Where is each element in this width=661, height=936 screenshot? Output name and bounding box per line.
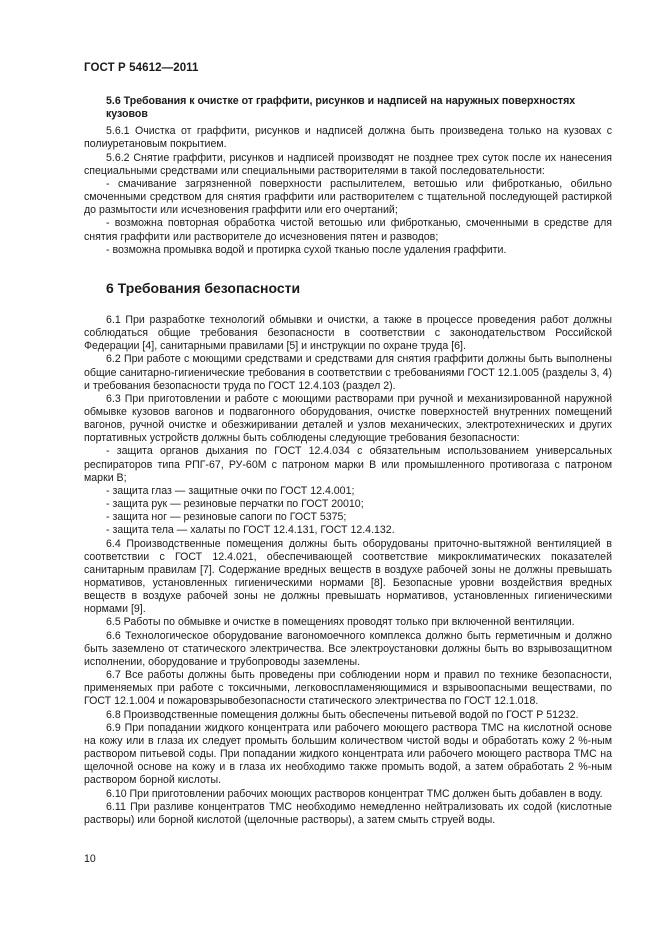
paragraph-6-4: 6.4 Производственные помещения должны быть оборудованы приточно-вытяжной вентиляцией в соответствии с ГОСТ 12.4.021, обеспечивающей соответствие микроклиматических показателей санитарным правилам [7]. Содержание вредных веществ в воздухе рабочей зоны не должны превышать нормативов, установленных гигиеническими нормами [8]. Безопасные уровни воздействия вредных веществ в воздухе рабочей зоны не должны превышать нормативов, установленных гигиеническими нормами [9]. [84, 537, 612, 616]
paragraph-6-11: 6.11 При разливе концентратов ТМС необходимо немедленно нейтрализовать их содой (кислотные растворы) или борной кислотой (щелочные растворы), а затем смыть струей воды. [84, 800, 612, 826]
section-6-title: 6 Требования безопасности [106, 279, 301, 296]
list-item: - защита органов дыхания по ГОСТ 12.4.034 с обязательным использованием универсальных респираторов типа РПГ-67, РУ-60М с патроном марки В или промышленного противогаза с патроном марки В; [84, 445, 612, 484]
paragraph-6-1: 6.1 При разработке технологий обмывки и очистки, а также в процессе проведения работ должны соблюдаться общие требования безопасности в соответствии с законодательством Российской Федерации [4], санитарными правилами [5] и инструкции по охране труда [6]. [84, 313, 612, 353]
list-item: - защита рук — резиновые перчатки по ГОСТ 20010; [106, 498, 364, 511]
list-item: - защита ног — резиновые сапоги по ГОСТ 5375; [106, 511, 347, 524]
paragraph-6-2: 6.2 При работе с моющими средствами и средствами для снятия граффити должны быть выполнены общие санитарно-гигиенические требования в соответствии с требованиями ГОСТ 12.1.005 (разделы 3, 4) и требования безопасности труда по ГОСТ 12.4.103 (раздел 2). [84, 353, 612, 392]
list-item: - защита глаз — защитные очки по ГОСТ 12.4.001; [106, 484, 355, 497]
paragraph-6-10: 6.10 При приготовлении рабочих моющих растворов концентрат ТМС должен быть добавлен в воду. [106, 787, 603, 800]
page-content [84, 95, 612, 827]
list-item: - защита тела — халаты по ГОСТ 12.4.131, ГОСТ 12.4.132. [106, 524, 395, 537]
section-5-6-title: 5.6 Требования к очистке от граффити, рисунков и надписей на наружных поверхностях кузовов [106, 95, 576, 121]
paragraph-6-6: 6.6 Технологическое оборудование вагономоечного комплекса должно быть герметичным и должно быть заземлено от статического электричества. Все электроустановки должны быть во взрывозащитном исполнении, оборудование и трубопроводы заземлены. [84, 629, 612, 668]
paragraph-6-7: 6.7 Все работы должны быть проведены при соблюдении норм и правил по технике безопасности, применяемых при работе с токсичными, легковоспламеняющимися и взрывоопасными веществами, по ГОСТ 12.1.004 и пожаровзрывобезопасности статического электричества по ГОСТ 12.1.018. [84, 669, 612, 708]
list-item: - возможна промывка водой и протирка сухой тканью после удаления граффити. [106, 243, 507, 256]
paragraph-5-6-2: 5.6.2 Снятие граффити, рисунков и надписей производят не позднее трех суток после их нанесения специальными средствами или специальными растворителями в такой последовательности: [84, 151, 612, 177]
paragraph-6-3: 6.3 При приготовлении и работе с моющими растворами при ручной и механизированной наружной обмывке кузовов вагонов и подвагонного оборудования, очистке поверхностей внутренних помещений вагонов, ручной очистке и обезжиривании деталей и узлов механических, электротехнических и других портативных устройств должны быть соблюдены следующие требования безопасности: [84, 392, 612, 445]
paragraph-6-9: 6.9 При попадании жидкого концентрата или рабочего моющего раствора ТМС на кислотной основе на кожу или в глаза их следует промыть большим количеством чистой воды и обработать кожу 2 %-ным раствором питьевой соды. При попадании жидкого концентрата или рабочего моющего раствора ТМС на щелочной основе на кожу и в глаза их необходимо также промыть водой, а затем обработать 2 %-ным раствором борной кислоты. [84, 721, 612, 787]
paragraph-6-8: 6.8 Производственные помещения должны быть обеспечены питьевой водой по ГОСТ Р 51232. [106, 708, 579, 721]
paragraph-5-6-1: 5.6.1 Очистка от граффити, рисунков и надписей должна быть произведена только на кузовах с полиуретановым покрытием. [84, 125, 612, 151]
list-item: - смачивание загрязненной поверхности распылителем, ветошью или фибротканью, обильно смоченными средством для снятия граффити или растворителем с тщательной последующей растиркой до размытости или исчезновения граффити или его очертаний; [84, 177, 612, 217]
list-item: - возможна повторная обработка чистой ветошью или фибротканью, смоченными в средстве для снятия граффити или растворителе до исчезновения пятен и разводов; [84, 217, 612, 243]
paragraph-6-5: 6.5 Работы по обмывке и очистке в помещениях проводят только при включенной вентиляции. [106, 616, 575, 629]
document-header: ГОСТ Р 54612—2011 [84, 62, 199, 74]
page-number: 10 [84, 853, 96, 865]
